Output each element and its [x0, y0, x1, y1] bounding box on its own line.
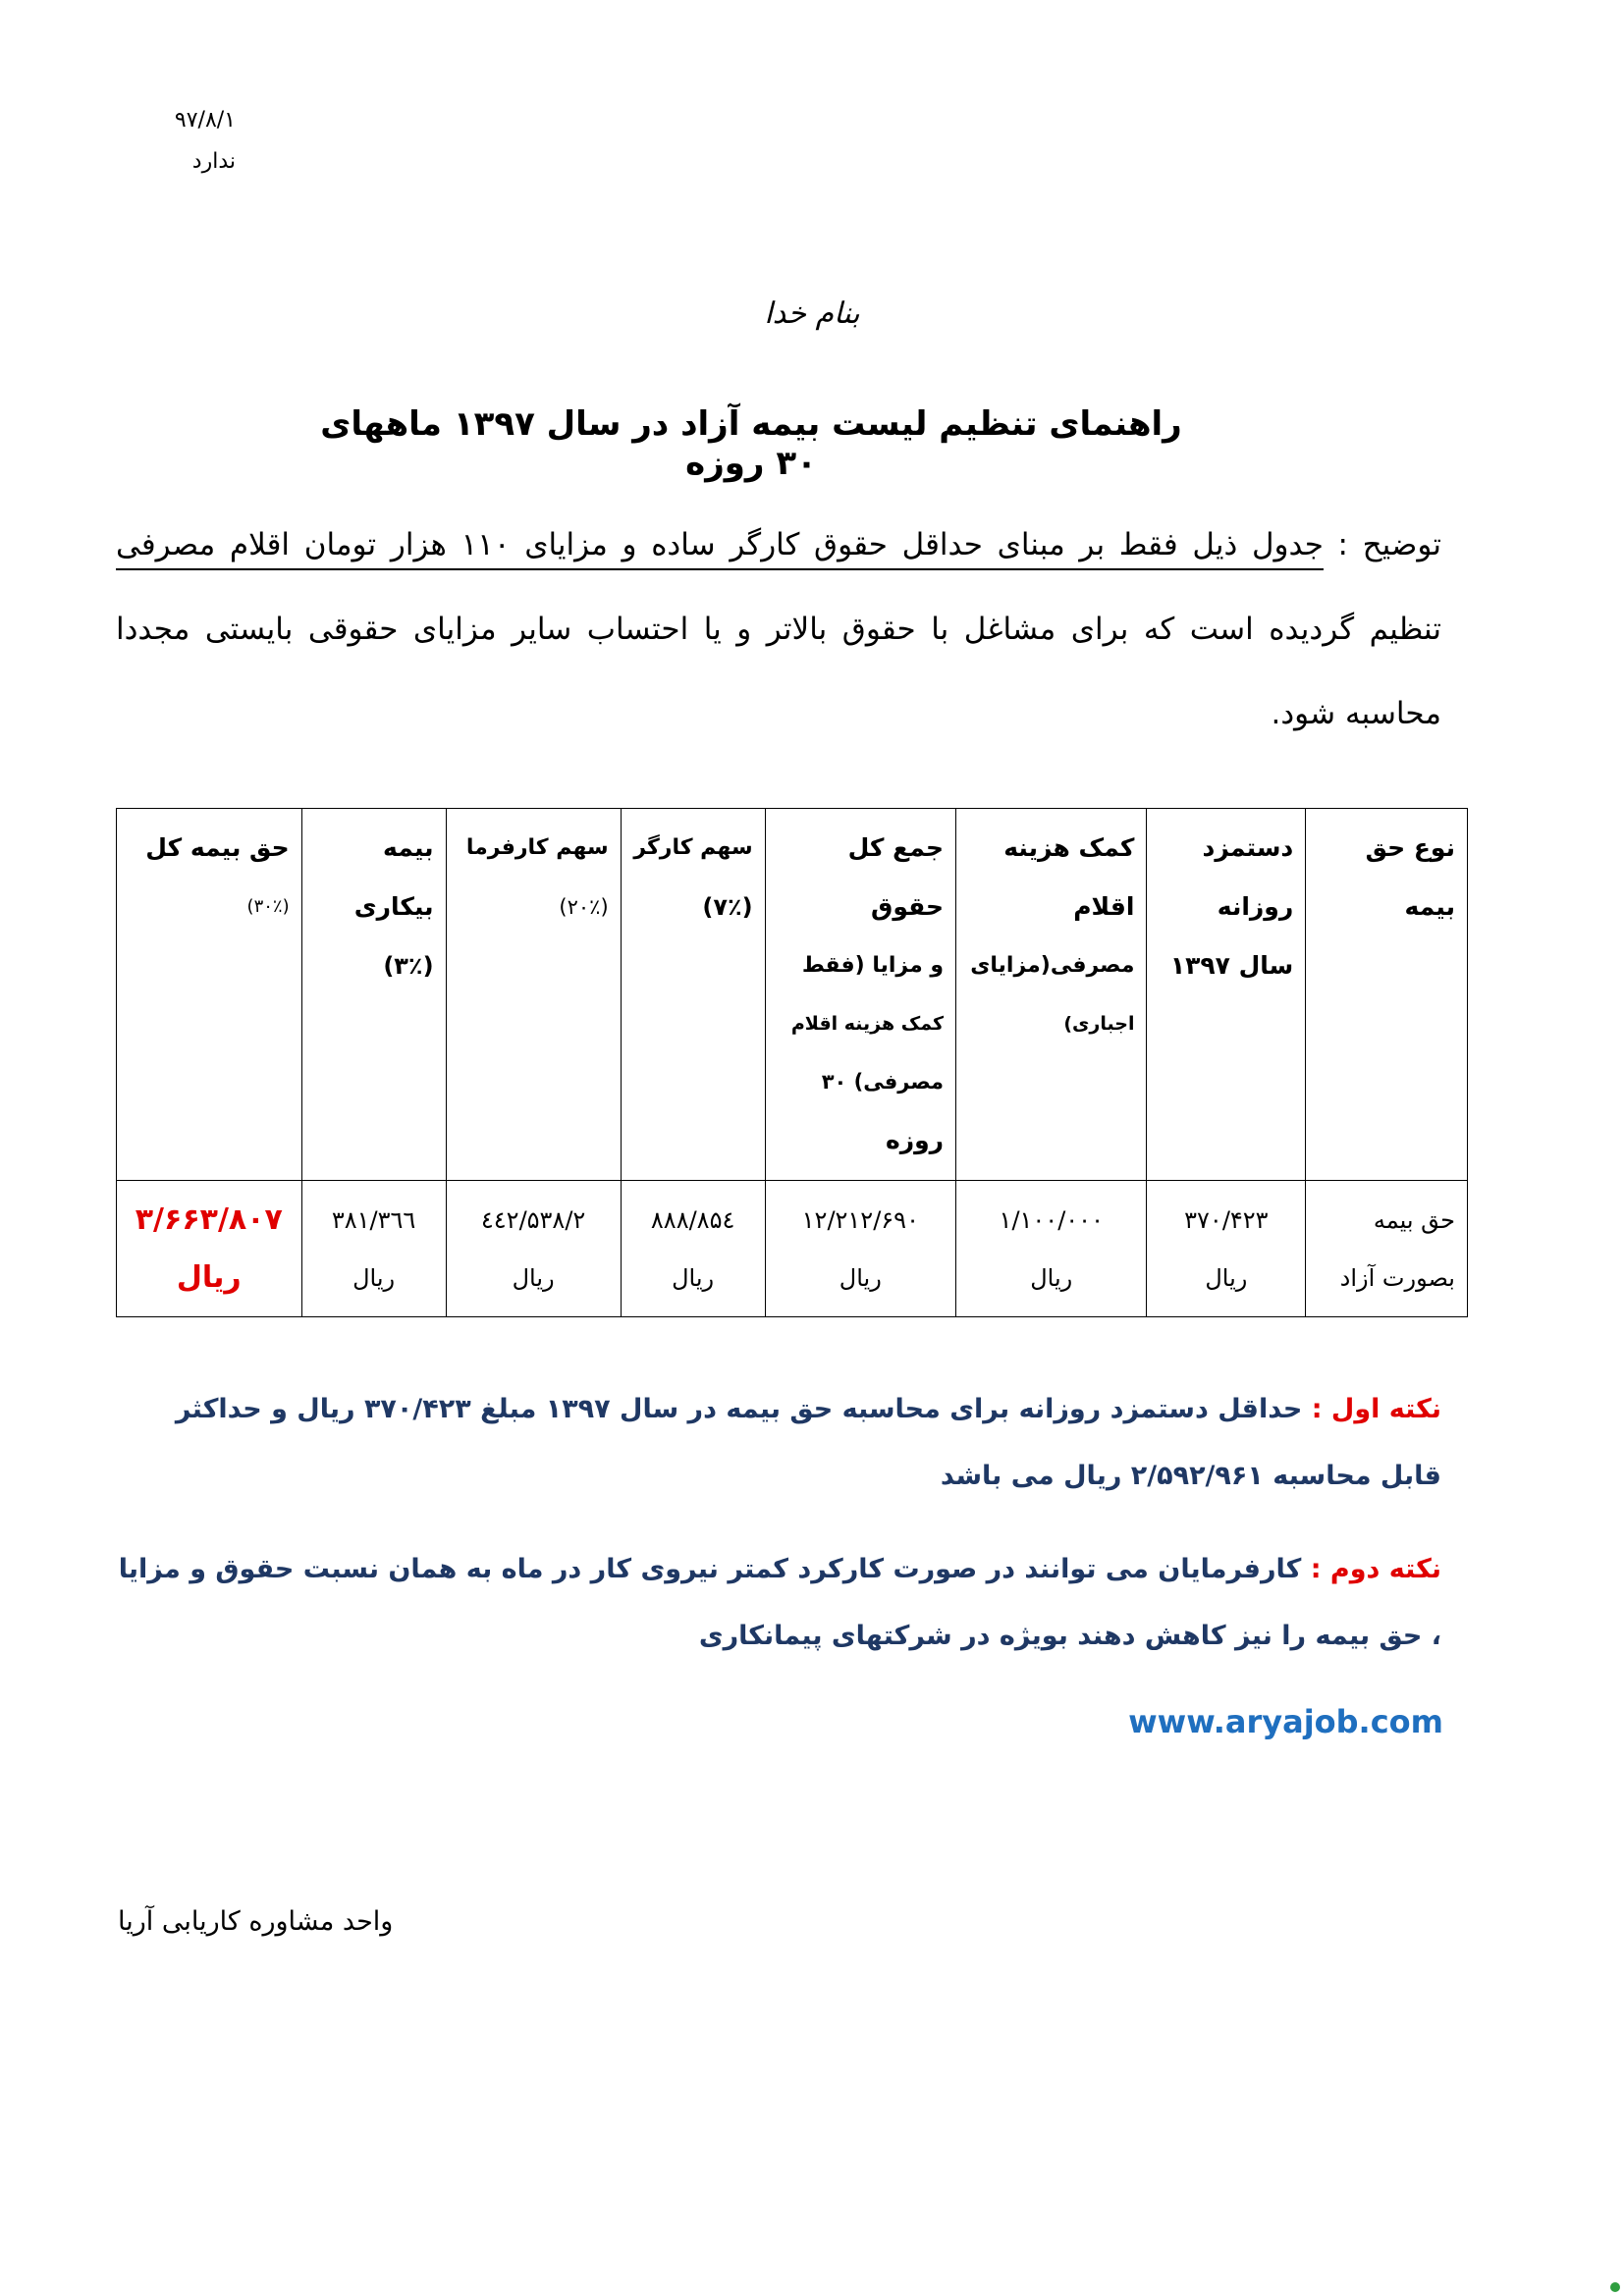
cell-daily-wage: ۳۷۰/۴۲۳ ریال	[1147, 1181, 1306, 1317]
header-worker-share: سهم کارگر (۷٪)	[621, 809, 765, 1181]
corner-dot	[1610, 2282, 1620, 2292]
description-label: توضیح :	[1323, 527, 1442, 562]
description-underlined: جدول ذیل فقط بر مبنای حداقل حقوق کارگر ساده و مزایای ۱۱۰ هزار تومان اقلام مصرفی	[116, 527, 1324, 570]
insurance-table	[116, 808, 1468, 1317]
website-link[interactable]: www.aryajob.com	[1128, 1703, 1443, 1740]
note-second-text: کارفرمایان می توانند در صورت کارکرد کمتر نیروی کار در ماه به همان نسبت حقوق و مزایا ، حق بیمه را نیز کاهش دهند بویژه در شرکتهای پیمانکاری	[118, 1554, 1441, 1651]
header-total-salary: جمع کل حقوق و مزایا (فقط کمک هزینه اقلام مصرفی) ۳۰ روزه	[765, 809, 955, 1181]
note-first-label: نکته اول :	[1302, 1394, 1441, 1424]
cell-consumables-allowance: ۱/۱۰۰/۰۰۰ ریال	[956, 1181, 1147, 1317]
cell-employer-share: ۲/٤٤۲/۵۳۸ ریال	[446, 1181, 621, 1317]
header-total-insurance: حق بیمه کل (۳۰٪)	[117, 809, 302, 1181]
note-second	[116, 1536, 1441, 1670]
table-row	[117, 1181, 1468, 1317]
cell-insurance-type: حق بیمه بصورت آزاد	[1306, 1181, 1468, 1317]
document-date: ۹۷/۸/۱	[174, 108, 236, 133]
header-insurance-type: نوع حق بیمه	[1306, 809, 1468, 1181]
document-number: ندارد	[191, 149, 236, 174]
page-title: راهنمای تنظیم لیست بیمه آزاد در سال ۱۳۹۷ ماههای ۳۰ روزه	[320, 404, 1182, 483]
document-meta	[147, 100, 236, 183]
cell-total-salary: ۱۲/۲۱۲/۶۹۰ ریال	[765, 1181, 955, 1317]
cell-unemployment-insurance: ۳٦٦/۳۸۱ ریال	[301, 1181, 446, 1317]
header-daily-wage: دستمزد روزانه سال ۱۳۹۷	[1147, 809, 1306, 1181]
cell-total-insurance: ۳/۶۶۳/۸۰۷ ریال	[117, 1181, 302, 1317]
note-second-label: نکته دوم :	[1301, 1554, 1441, 1584]
description-paragraph	[116, 503, 1441, 756]
cell-worker-share: ۸۵٤/۸۸۸ ریال	[621, 1181, 765, 1317]
signature: واحد مشاوره کاریابی آریا	[118, 1906, 394, 1937]
table-header-row	[117, 809, 1468, 1181]
note-first	[116, 1376, 1441, 1510]
header-consumables-allowance: کمک هزینه اقلام مصرفی(مزایای اجباری)	[956, 809, 1147, 1181]
header-employer-share: سهم کارفرما (۲۰٪)	[446, 809, 621, 1181]
basmala: بنام خدا	[764, 296, 860, 331]
header-unemployment-insurance: بیمه بیکاری (۳٪)	[301, 809, 446, 1181]
description-rest: تنظیم گردیده است که برای مشاغل با حقوق بالاتر و یا احتساب سایر مزایای حقوقی بایستی مجددا محاسبه شود.	[116, 612, 1441, 731]
note-first-text: حداقل دستمزد روزانه برای محاسبه حق بیمه در سال ۱۳۹۷ مبلغ ۳۷۰/۴۲۳ ریال و حداکثر قابل محاسبه ۲/۵۹۲/۹۶۱ ریال می باشد	[175, 1394, 1441, 1491]
